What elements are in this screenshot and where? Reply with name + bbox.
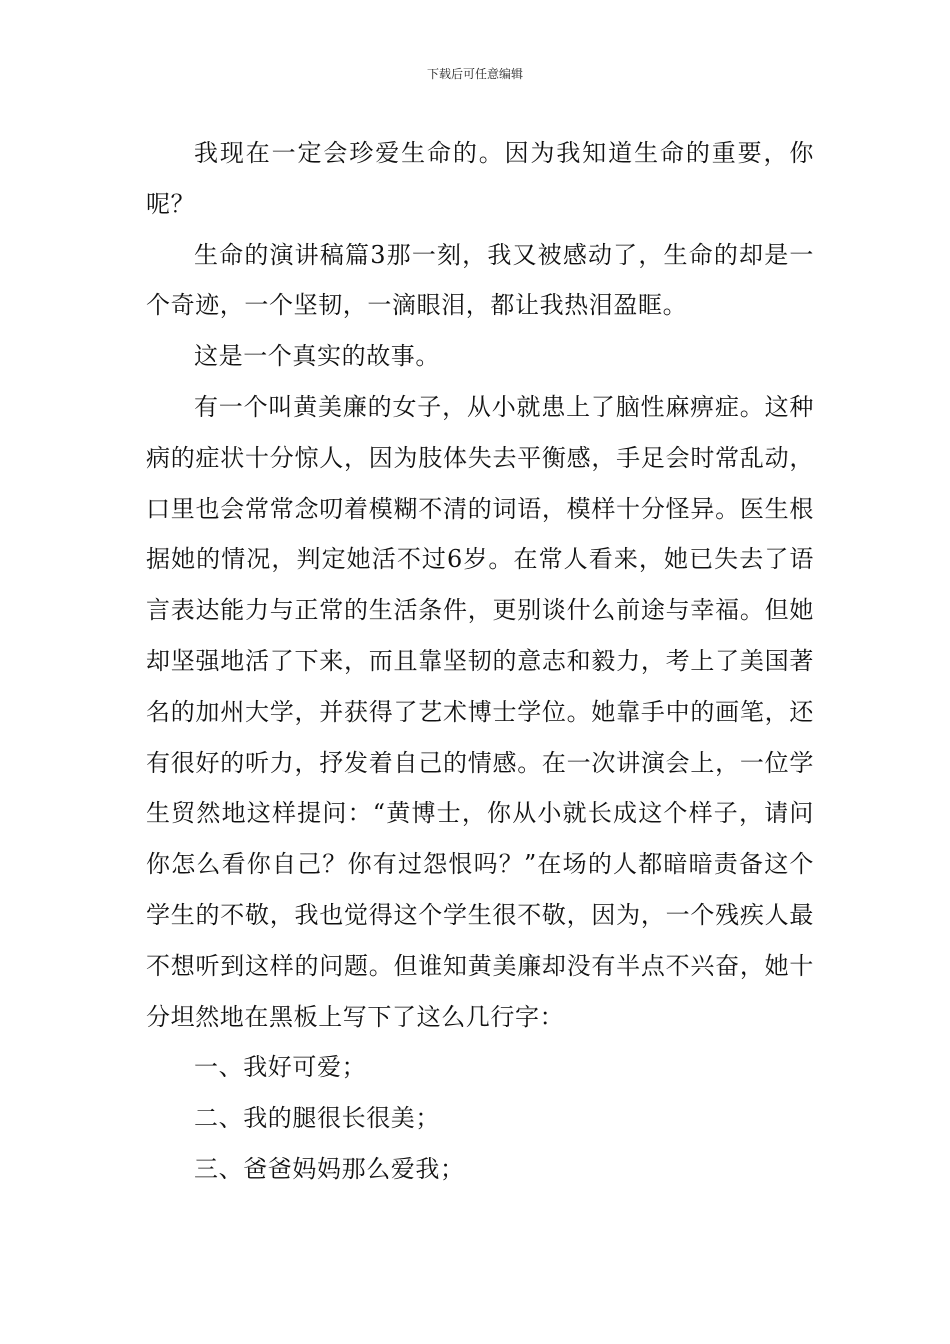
page-header: 下载后可任意编辑: [426, 67, 523, 81]
paragraph-4: 有一个叫黄美廉的女子，从小就患上了脑性麻痹症。这种病的症状十分惊人，因为肢体失去平衡感，手足会时常乱动，口里也会常常念叨着模糊不清的词语，模样十分怪异。医生根据她的情况，判定她活不过6岁。在常人看来，她已失去了语言表达能力与正常的生活条件，更别谈什么前途与幸福。但她却坚强地活了下来，而且靠坚韧的意志和毅力，考上了美国著名的加州大学，并获得了艺术博士学位。她靠手中的画笔，还有很好的听力，抒发着自己的情感。在一次讲演会上，一位学生贸然地这样提问：“黄博士，你从小就长成这个样子，请问你怎么看你自己？你有过怨恨吗？”在场的人都暗暗责备这个学生的不敬，我也觉得这个学生很不敬，因为，一个残疾人最不想听到这样的问题。但谁知黄美廉却没有半点不兴奋，她十分坦然地在黑板上写下了这么几行字：: [146, 392, 814, 1031]
list-item-3: 三、爸爸妈妈那么爱我；: [194, 1154, 465, 1183]
list-item-1: 一、我好可爱；: [194, 1053, 367, 1082]
paragraph-2: 生命的演讲稿篇3那一刻，我又被感动了，生命的却是一个奇迹，一个坚韧，一滴眼泪，都让我热泪盈眶。: [146, 240, 814, 320]
paragraph-3: 这是一个真实的故事。: [194, 342, 440, 371]
document-body: [146, 128, 814, 1195]
paragraph-1: 我现在一定会珍爱生命的。因为我知道生命的重要，你呢？: [146, 139, 814, 218]
list-item-2: 二、我的腿很长很美；: [194, 1104, 440, 1133]
